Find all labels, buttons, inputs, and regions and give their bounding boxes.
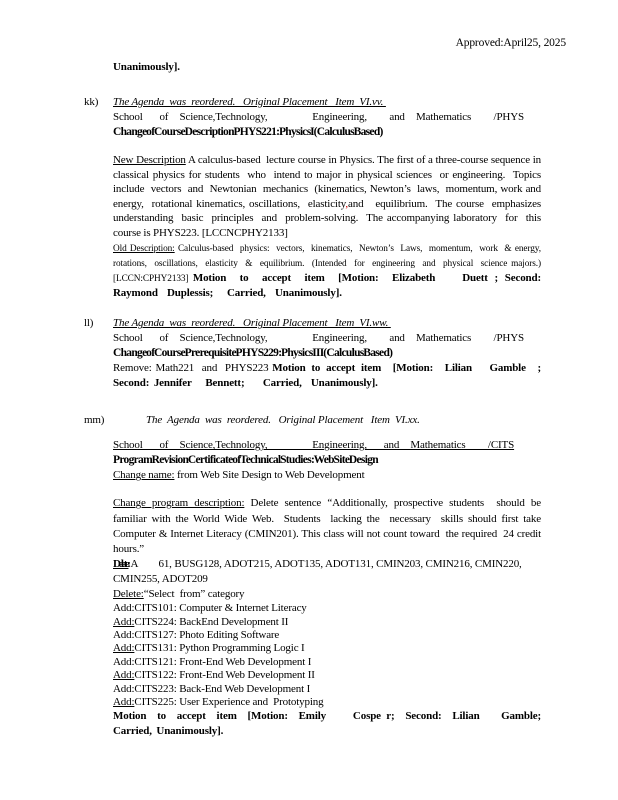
delete-category-label: Delete: <box>113 588 144 601</box>
item-mm-program-title: Program Revision Certificate of Technical Studies: Web Site Design <box>113 454 378 467</box>
add-course-text: CITS122: Front-End Web Development II <box>134 669 315 682</box>
item-kk-agenda-note: The Agenda was reordered. Original Placement Item VI.vv. <box>113 96 386 108</box>
item-ll-remove-text: Remove: Math221 and PHYS223 <box>113 362 273 375</box>
add-course-line <box>113 683 541 696</box>
add-label: Add: <box>113 615 135 628</box>
add-label: Add: <box>113 655 135 668</box>
add-label: Add: <box>113 669 135 682</box>
item-ll-school-line: School of Science,Technology, Engineering, and Mathematics /PHYS <box>113 332 524 345</box>
spacer <box>113 428 541 438</box>
add-label: Add: <box>113 642 135 655</box>
item-mm-delete-courses-line <box>113 557 541 587</box>
item-mm-add-course-list <box>113 602 541 709</box>
item-kk-label: kk) <box>84 96 99 108</box>
item-mm-motion-text: Motion to accept item [Motion: Emily Cospe r; Second: Lilian Gamble; Carried, Unanimously]. <box>113 710 560 738</box>
item-ll-motion-text: Motion to accept item [Motion: Lilian Gamble ; Second: Jennifer Bennett; Carried, Unanimously]. <box>113 362 546 390</box>
item-ll-course-title: Change of Course Prerequisite PHYS 229: Physics III (Calculus Based) <box>113 347 393 360</box>
change-program-description-text: Delete sentence “Additionally, prospective students should be familiar with the World Wide Web. Students lacking the necessary skills should first take Computer & Internet Literacy (CMIN201). This class will not count toward the required 24 credit hours.” <box>113 497 544 555</box>
add-course-line <box>113 616 541 629</box>
add-course-line <box>113 642 541 655</box>
spacer <box>113 140 541 153</box>
add-course-text: CITS121: Front-End Web Development I <box>134 655 312 668</box>
old-description-label: Old Description: <box>113 243 175 254</box>
carryover-motion-end: Unanimously]. <box>113 61 180 73</box>
item-mm-school-line: School of Science,Technology, Engineering, and Mathematics /CITS <box>113 439 515 452</box>
spacer <box>113 75 541 95</box>
item-mm-label: mm) <box>84 414 105 427</box>
add-course-text: CITS131: Python Programming Logic I <box>134 642 305 655</box>
new-description-text-b: and equilibrium. The course emphasizes understanding basic principles and problem-solving. The accompanying laboratory for this course is PHYS223. [LCCNCPHY2133] <box>113 197 544 239</box>
change-name-text: from Web Site Design to Web Development <box>174 469 365 482</box>
spacer <box>113 300 541 316</box>
item-kk-course-title: Change of Course Description PHYS 221: Physics I (Calculus Based) <box>113 126 383 138</box>
item-kk-motion-text: Motion to accept item [Motion: Elizabeth Duett ; Second: Raymond Duplessis; Carried, Unanimously]. <box>113 271 546 300</box>
delete-courses-label: Delete: <box>113 558 129 571</box>
item-mm-delete-category-line <box>113 587 541 602</box>
item-kk-school-line: School of Science,Technology, Engineering, and Mathematics /PHYS <box>113 111 524 123</box>
agenda-item-ll <box>84 316 546 391</box>
agenda-item-mm <box>84 413 560 739</box>
new-description-label: New Description <box>113 154 186 166</box>
item-mm-agenda-note: The Agenda was reordered. Original Placement Item VI.xx. <box>146 414 420 427</box>
add-course-text: CITS101: Computer & Internet Literacy <box>134 602 307 615</box>
page-content <box>84 60 560 739</box>
add-course-line <box>113 602 541 615</box>
add-course-line <box>113 629 541 642</box>
item-ll-remove-and-motion <box>113 361 546 391</box>
add-course-line <box>113 669 541 682</box>
add-label: Add: <box>113 602 135 615</box>
item-ll-agenda-note: The Agenda was reordered. Original Placement Item VI.ww. <box>113 317 391 330</box>
agenda-item-kk <box>84 95 546 300</box>
add-course-text: CITS223: Back-End Web Development I <box>134 682 311 695</box>
add-course-text: CITS224: BackEnd Development II <box>134 615 289 628</box>
change-program-description-label: Change program description: <box>113 497 245 510</box>
delete-category-text: “Select from” category <box>143 588 245 601</box>
item-kk-new-description <box>113 153 544 241</box>
item-mm-change-description <box>113 496 544 557</box>
new-description-text-a: A calculus-based lecture course in Physics. The first of a three-course sequence in classical physics for students who intend to major in physical sciences or engineering. Topics include vectors and Newtonian mechanics (kinematics, Newton’s laws, momentum, work and energy, rotational kinematics, oscillations, elasticity <box>113 154 544 210</box>
add-label: Add: <box>113 696 135 709</box>
change-name-label: Change name: <box>113 469 175 482</box>
item-kk-old-description-and-motion <box>113 241 546 301</box>
add-label: Add: <box>113 629 135 641</box>
item-mm-change-name-line <box>113 468 541 483</box>
item-ll-label: ll) <box>84 317 94 330</box>
delete-courses-text: A 61, BUSG128, ADOT215, ADOT135, ADOT131, CMIN203, CMIN216, CMIN220, CMIN255, ADOT209 <box>113 558 525 586</box>
old-description-text: Calculus-based physics: vectors, kinematics, Newton’s Laws, momentum, work & energy, rotations, oscillations, elasticity & equilibrium. (Intended for engineering and physical science majors.) [LCCN:CPHY2133] <box>113 243 546 284</box>
add-course-text: CITS127: Photo Editing Software <box>134 629 280 641</box>
add-course-text: CITS225: User Experience and Prototyping <box>134 696 324 709</box>
spacer <box>113 391 541 413</box>
add-course-line <box>113 696 541 709</box>
approved-date-stamp: Approved:April25, 2025 <box>455 37 566 49</box>
tracked-change-comma: , <box>345 197 348 210</box>
add-course-line <box>113 656 541 669</box>
add-label: Add: <box>113 682 135 695</box>
spacer <box>113 483 541 496</box>
